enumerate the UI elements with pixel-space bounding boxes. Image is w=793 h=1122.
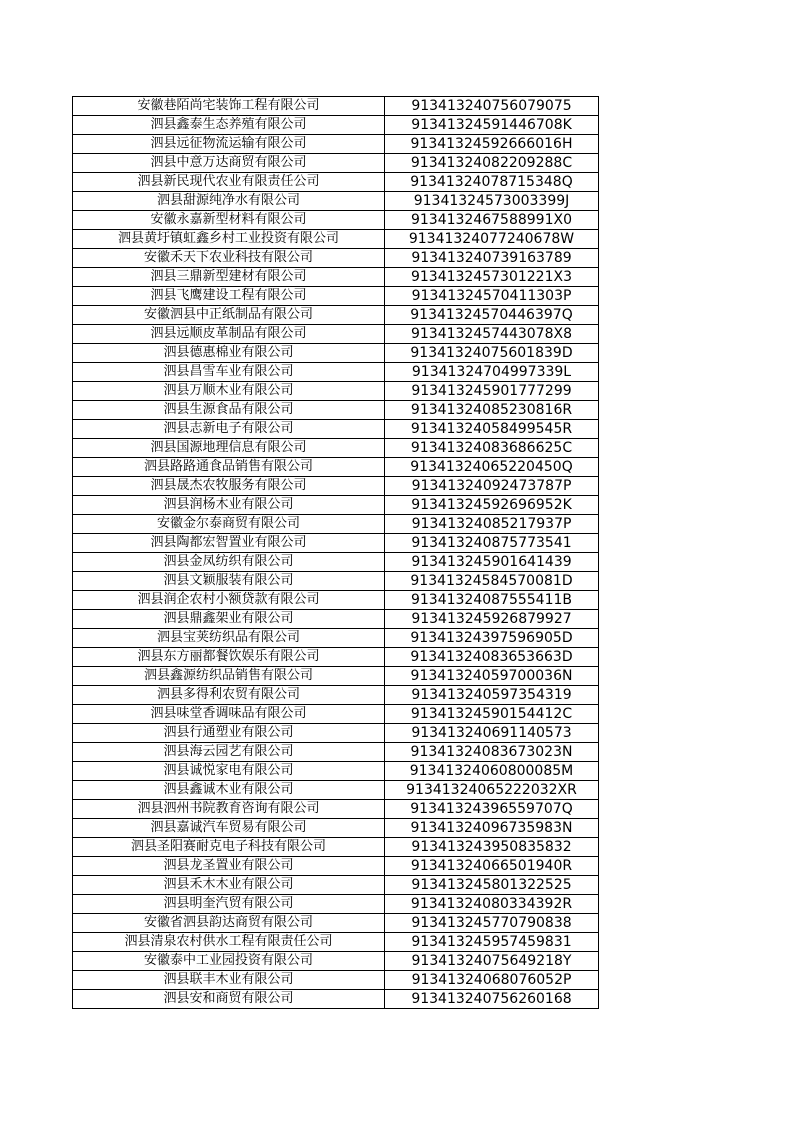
company-name-cell: 泗县圣阳赛耐克电子科技有限公司 [73,838,385,857]
table-row [73,553,599,572]
table-row [73,420,599,439]
credit-code-cell: 91341324704997339L [385,363,599,382]
table-row [73,610,599,629]
company-name-cell: 泗县鼎鑫架业有限公司 [73,610,385,629]
credit-code-cell: 91341324082209288C [385,154,599,173]
credit-code-cell: 913413245901777299 [385,382,599,401]
credit-code-cell: 91341324570411303P [385,287,599,306]
table-row [73,876,599,895]
company-name-cell: 泗县金凤纺织有限公司 [73,553,385,572]
company-name-cell: 泗县德惠棉业有限公司 [73,344,385,363]
credit-code-cell: 91341324075601839D [385,344,599,363]
table-row [73,211,599,230]
company-name-cell: 泗县志新电子有限公司 [73,420,385,439]
company-name-cell: 泗县黄圩镇虹鑫乡村工业投资有限公司 [73,230,385,249]
company-name-cell: 泗县文颖服装有限公司 [73,572,385,591]
company-name-cell: 泗县路路通食品销售有限公司 [73,458,385,477]
table-row [73,230,599,249]
credit-code-cell: 91341324592696952K [385,496,599,515]
credit-code-cell: 913413240756079075 [385,97,599,116]
credit-code-cell: 91341324092473787P [385,477,599,496]
credit-code-cell: 913413240597354319 [385,686,599,705]
credit-code-cell: 91341324591446708K [385,116,599,135]
company-name-cell: 泗县龙圣置业有限公司 [73,857,385,876]
company-registration-table [72,96,599,1009]
company-name-cell: 泗县万顺木业有限公司 [73,382,385,401]
table-row [73,439,599,458]
credit-code-cell: 91341324077240678W [385,230,599,249]
company-name-cell: 泗县多得利农贸有限公司 [73,686,385,705]
table-row [73,97,599,116]
company-table-wrapper [72,96,599,1009]
credit-code-cell: 913413240739163789 [385,249,599,268]
table-row [73,306,599,325]
company-name-cell: 泗县泗州书院教育咨询有限公司 [73,800,385,819]
table-row [73,268,599,287]
company-name-cell: 泗县甜源纯净水有限公司 [73,192,385,211]
table-row [73,477,599,496]
table-row [73,458,599,477]
table-row [73,249,599,268]
company-name-cell: 泗县宝荚纺织品有限公司 [73,629,385,648]
company-name-cell: 泗县嘉诚汽车贸易有限公司 [73,819,385,838]
credit-code-cell: 91341324065222032XR [385,781,599,800]
credit-code-cell: 91341324083653663D [385,648,599,667]
table-row [73,401,599,420]
table-row [73,800,599,819]
table-row [73,762,599,781]
table-row [73,705,599,724]
table-row [73,838,599,857]
table-row [73,952,599,971]
company-name-cell: 泗县润企农村小额贷款有限公司 [73,591,385,610]
company-name-cell: 泗县生源食品有限公司 [73,401,385,420]
table-row [73,667,599,686]
credit-code-cell: 91341324068076052P [385,971,599,990]
table-row [73,857,599,876]
credit-code-cell: 91341324592666016H [385,135,599,154]
table-row [73,154,599,173]
credit-code-cell: 91341324590154412C [385,705,599,724]
company-name-cell: 安徽泗县中正纸制品有限公司 [73,306,385,325]
company-name-cell: 泗县禾木木业有限公司 [73,876,385,895]
table-row [73,116,599,135]
company-name-cell: 泗县鑫泰生态养殖有限公司 [73,116,385,135]
credit-code-cell: 91341324570446397Q [385,306,599,325]
company-name-cell: 安徽省泗县韵达商贸有限公司 [73,914,385,933]
credit-code-cell: 9134132457301221X3 [385,268,599,287]
credit-code-cell: 9134132457443078X8 [385,325,599,344]
table-row [73,781,599,800]
company-name-cell: 泗县东方丽都餐饮娱乐有限公司 [73,648,385,667]
table-row [73,591,599,610]
credit-code-cell: 913413243950835832 [385,838,599,857]
company-name-cell: 泗县国源地理信息有限公司 [73,439,385,458]
credit-code-cell: 913413240875773541 [385,534,599,553]
credit-code-cell: 91341324078715348Q [385,173,599,192]
table-row [73,173,599,192]
company-name-cell: 泗县三鼎新型建材有限公司 [73,268,385,287]
table-row [73,914,599,933]
company-name-cell: 安徽禾天下农业科技有限公司 [73,249,385,268]
table-row [73,629,599,648]
table-row [73,496,599,515]
company-name-cell: 安徽巷陌尚宅装饰工程有限公司 [73,97,385,116]
credit-code-cell: 91341324058499545R [385,420,599,439]
credit-code-cell: 91341324573003399J [385,192,599,211]
credit-code-cell: 91341324584570081D [385,572,599,591]
credit-code-cell: 913413240756260168 [385,990,599,1009]
credit-code-cell: 91341324397596905D [385,629,599,648]
table-row [73,534,599,553]
company-name-cell: 泗县昌雪车业有限公司 [73,363,385,382]
credit-code-cell: 913413245801322525 [385,876,599,895]
credit-code-cell: 91341324085230816R [385,401,599,420]
table-row [73,933,599,952]
company-name-cell: 安徽永嘉新型材料有限公司 [73,211,385,230]
credit-code-cell: 91341324396559707Q [385,800,599,819]
company-name-cell: 泗县润杨木业有限公司 [73,496,385,515]
table-row [73,971,599,990]
company-name-cell: 泗县清泉农村供水工程有限责任公司 [73,933,385,952]
credit-code-cell: 913413245770790838 [385,914,599,933]
credit-code-cell: 913413245901641439 [385,553,599,572]
table-row [73,895,599,914]
table-row [73,325,599,344]
credit-code-cell: 91341324066501940R [385,857,599,876]
company-name-cell: 泗县新民现代农业有限责任公司 [73,173,385,192]
credit-code-cell: 91341324065220450Q [385,458,599,477]
credit-code-cell: 91341324087555411B [385,591,599,610]
credit-code-cell: 913413240691140573 [385,724,599,743]
company-name-cell: 泗县晟杰农牧服务有限公司 [73,477,385,496]
company-name-cell: 泗县海云园艺有限公司 [73,743,385,762]
company-name-cell: 泗县行通塑业有限公司 [73,724,385,743]
table-body [73,97,599,1009]
company-name-cell: 泗县鑫诚木业有限公司 [73,781,385,800]
table-row [73,192,599,211]
credit-code-cell: 91341324060800085M [385,762,599,781]
table-row [73,515,599,534]
company-name-cell: 泗县中意万达商贸有限公司 [73,154,385,173]
credit-code-cell: 9134132467588991X0 [385,211,599,230]
company-name-cell: 泗县味堂香调味品有限公司 [73,705,385,724]
credit-code-cell: 91341324080334392R [385,895,599,914]
company-name-cell: 泗县陶都宏智置业有限公司 [73,534,385,553]
table-row [73,382,599,401]
company-name-cell: 泗县明奎汽贸有限公司 [73,895,385,914]
credit-code-cell: 91341324083686625C [385,439,599,458]
credit-code-cell: 913413245926879927 [385,610,599,629]
company-name-cell: 泗县诚悦家电有限公司 [73,762,385,781]
credit-code-cell: 91341324059700036N [385,667,599,686]
table-row [73,363,599,382]
table-row [73,287,599,306]
company-name-cell: 泗县飞鹰建设工程有限公司 [73,287,385,306]
company-name-cell: 安徽金尔泰商贸有限公司 [73,515,385,534]
table-row [73,135,599,154]
table-row [73,819,599,838]
credit-code-cell: 91341324083673023N [385,743,599,762]
company-name-cell: 泗县鑫源纺织品销售有限公司 [73,667,385,686]
table-row [73,572,599,591]
company-name-cell: 安徽泰中工业园投资有限公司 [73,952,385,971]
credit-code-cell: 91341324096735983N [385,819,599,838]
company-name-cell: 泗县远征物流运输有限公司 [73,135,385,154]
table-row [73,724,599,743]
table-row [73,990,599,1009]
company-name-cell: 泗县远顺皮革制品有限公司 [73,325,385,344]
credit-code-cell: 91341324075649218Y [385,952,599,971]
company-name-cell: 泗县安和商贸有限公司 [73,990,385,1009]
table-row [73,344,599,363]
credit-code-cell: 91341324085217937P [385,515,599,534]
table-row [73,686,599,705]
credit-code-cell: 913413245957459831 [385,933,599,952]
company-name-cell: 泗县联丰木业有限公司 [73,971,385,990]
table-row [73,648,599,667]
table-row [73,743,599,762]
